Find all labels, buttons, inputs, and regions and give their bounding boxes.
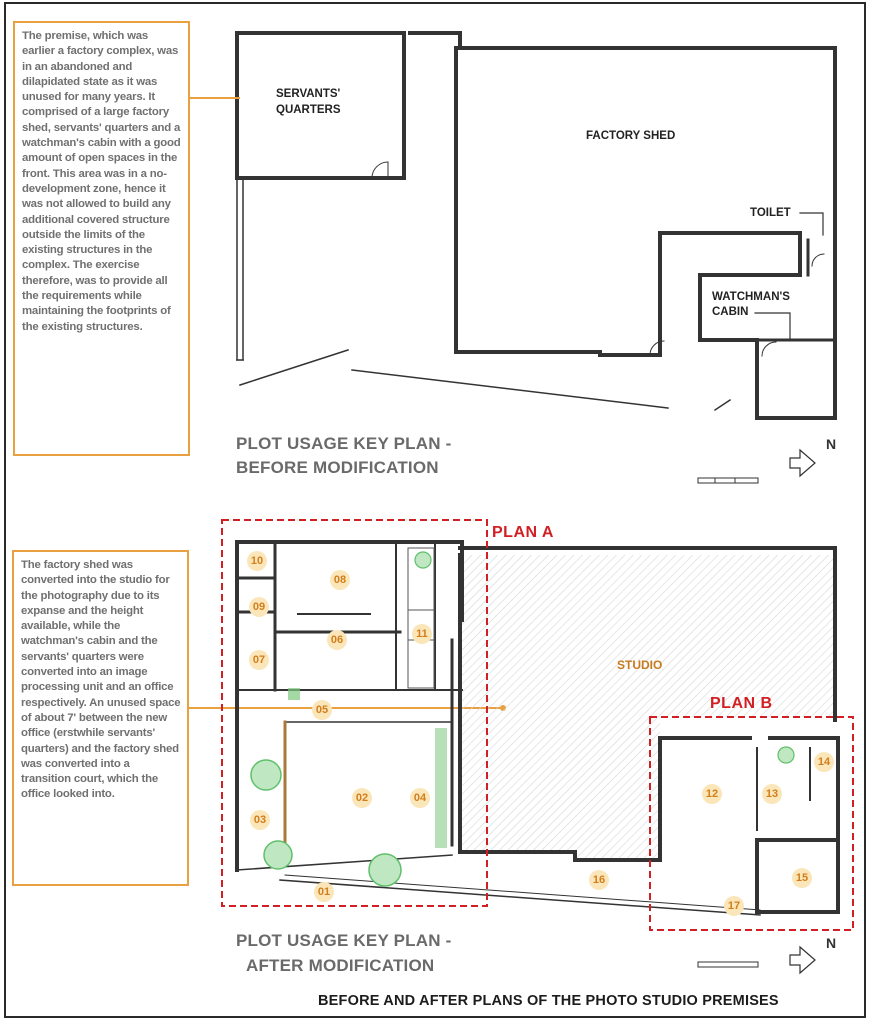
before-title-line1: PLOT USAGE KEY PLAN - [236, 434, 452, 453]
studio-label: STUDIO [617, 658, 663, 672]
before-title-line2: BEFORE MODIFICATION [236, 458, 439, 477]
note-before-description: The premise, which was earlier a factory complex, was in an abandoned and dilapidated state as it was unused for many years. It comprised of a large factory shed, servants' quarters and a watchman's cabin with a good amount of open spaces in the front. This area was in a no-development zone, hence it was not allowed to build any additional covered structure outside the limits of the existing structures in the complex. The exercise therefore, was to provide all the requirements while maintaining the footprints of the existing structures. [13, 21, 190, 456]
room-badge-06: 06 [327, 630, 347, 650]
studio-fill [460, 555, 835, 860]
tree-icon [251, 760, 281, 790]
room-badge-15: 15 [792, 868, 812, 888]
factory-shed-label: FACTORY SHED [586, 130, 676, 142]
before-plan [237, 33, 835, 483]
room-badge-16: 16 [589, 870, 609, 890]
plan-b-outline [650, 717, 853, 930]
servants-quarters-label-1: SERVANTS' [276, 88, 341, 100]
room-badge-12: 12 [702, 784, 722, 804]
room-badge-11: 11 [412, 624, 432, 644]
room-badge-04: 04 [410, 788, 430, 808]
room-badge-09: 09 [249, 597, 269, 617]
room-badge-07: 07 [249, 650, 269, 670]
toilet-label: TOILET [750, 207, 791, 219]
plan-b-label: PLAN B [710, 695, 773, 712]
watchman-cabin-label-1: WATCHMAN'S [712, 291, 790, 303]
room-badge-01: 01 [314, 882, 334, 902]
figure-caption: BEFORE AND AFTER PLANS OF THE PHOTO STUDIO PREMISES [318, 993, 779, 1009]
after-title-line2: AFTER MODIFICATION [246, 956, 435, 975]
tree-icon [369, 854, 401, 886]
tree-icon [778, 747, 794, 763]
room-badge-13: 13 [762, 784, 782, 804]
north-label-after: N [826, 935, 837, 951]
factory-shed-walls [410, 33, 835, 418]
tree-icon [264, 841, 292, 869]
plan-a-label: PLAN A [492, 524, 554, 541]
north-arrow-icon [790, 450, 815, 476]
after-plan [222, 520, 853, 973]
room-badge-10: 10 [247, 551, 267, 571]
north-label: N [826, 436, 837, 452]
north-arrow-icon [790, 947, 815, 973]
room-badge-08: 08 [330, 570, 350, 590]
room-badge-14: 14 [814, 752, 834, 772]
planter-strip [435, 728, 447, 848]
note-after-description: The factory shed was converted into the studio for the photography due to its expanse and the height available, while the watchman's cabin and the servants' quarters were converted into an image processing unit and an office respectively. An unused space of about 7' between the new office (erstwhile servants' quarters) and the factory shed was converted into a transition court, which the office looked into. [12, 550, 189, 886]
tree-icon [415, 552, 431, 568]
room-badge-02: 02 [352, 788, 372, 808]
servants-quarters-label-2: QUARTERS [276, 104, 341, 116]
after-title-line1: PLOT USAGE KEY PLAN - [236, 931, 452, 950]
room-badge-17: 17 [724, 896, 744, 916]
watchman-cabin-label-2: CABIN [712, 306, 749, 318]
room-badge-05: 05 [312, 700, 332, 720]
room-badge-03: 03 [250, 810, 270, 830]
